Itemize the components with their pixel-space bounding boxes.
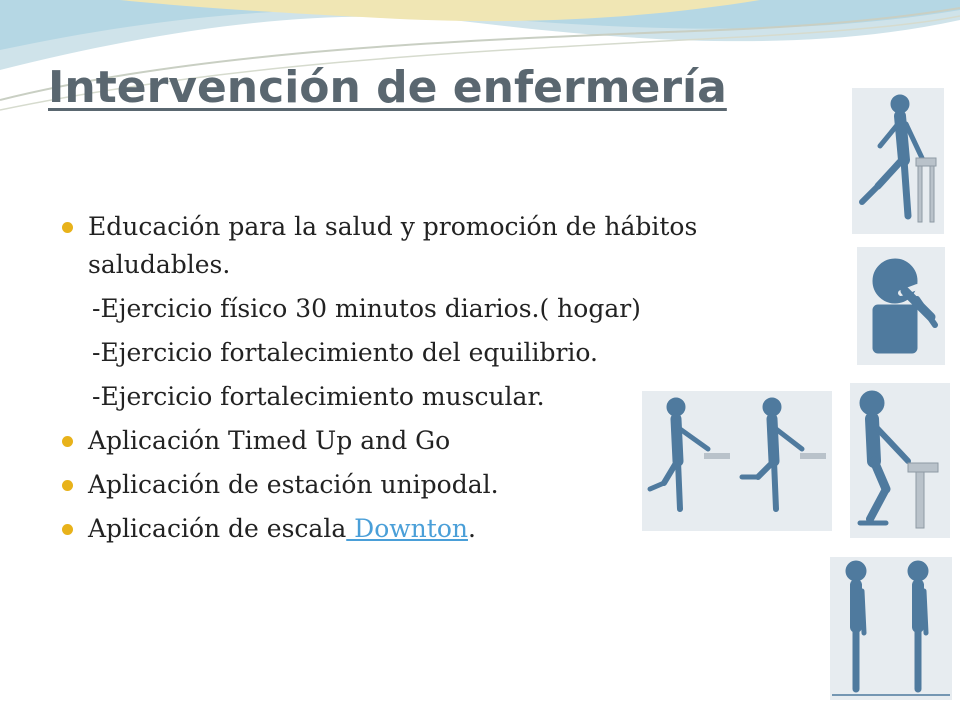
bullet-dot <box>62 222 73 233</box>
sub-item-physical-exercise <box>60 290 820 328</box>
bullet-item-health-education <box>60 208 820 284</box>
leg-raise-chair-figure <box>852 88 944 234</box>
bullet-text-end: . <box>467 514 476 543</box>
sub-item-text: -Ejercicio físico 30 minutos diarios.( hogar) <box>92 294 641 323</box>
slide-title: Intervención de enfermería <box>48 62 727 113</box>
sub-item-text: -Ejercicio fortalecimiento muscular. <box>92 382 545 411</box>
standing-figures <box>830 557 952 700</box>
bullet-text: Educación para la salud y promoción de hábitos saludables. <box>88 212 698 279</box>
squat-chair-figure <box>850 383 950 538</box>
bullet-dot <box>62 480 73 491</box>
head-touch-figure <box>857 247 945 365</box>
bullet-text: Aplicación Timed Up and Go <box>88 426 451 455</box>
bullet-text: Aplicación de estación unipodal. <box>88 470 499 499</box>
sub-item-text: -Ejercicio fortalecimiento del equilibrio. <box>92 338 598 367</box>
two-leg-balance-figures <box>642 391 832 531</box>
downton-link[interactable]: Downton <box>346 514 468 543</box>
sub-item-balance-exercise <box>60 334 820 372</box>
bullet-dot <box>62 436 73 447</box>
bullet-dot <box>62 524 73 535</box>
bullet-text: Aplicación de escala <box>88 514 347 543</box>
